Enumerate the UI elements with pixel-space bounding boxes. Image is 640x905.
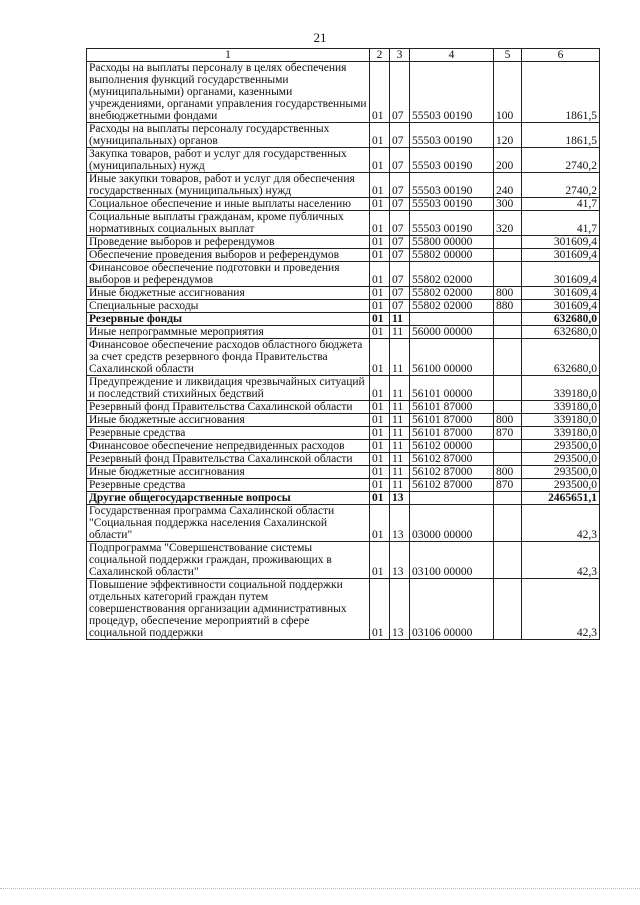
table-row <box>87 148 600 173</box>
row-expense-type: 100 <box>494 62 522 123</box>
table-row <box>87 249 600 262</box>
row-amount: 1861,5 <box>522 62 600 123</box>
row-section: 01 <box>370 148 390 173</box>
row-section: 01 <box>370 376 390 401</box>
row-target-article: 03100 00000 <box>410 542 494 579</box>
row-subsection: 11 <box>390 414 410 427</box>
row-amount: 293500,0 <box>522 453 600 466</box>
row-section: 01 <box>370 453 390 466</box>
row-section: 01 <box>370 339 390 376</box>
row-subsection: 07 <box>390 211 410 236</box>
row-name: Специальные расходы <box>87 300 370 313</box>
row-expense-type <box>494 401 522 414</box>
row-amount: 41,7 <box>522 198 600 211</box>
row-expense-type <box>494 339 522 376</box>
row-amount: 339180,0 <box>522 427 600 440</box>
row-amount: 632680,0 <box>522 339 600 376</box>
row-name: Социальное обеспечение и иные выплаты населению <box>87 198 370 211</box>
row-name: Финансовое обеспечение расходов областного бюджета за счет средств резервного фонда Правительства Сахалинской области <box>87 339 370 376</box>
row-amount: 2465651,1 <box>522 492 600 505</box>
row-target-article: 55802 02000 <box>410 287 494 300</box>
row-expense-type <box>494 249 522 262</box>
header-row <box>87 49 600 62</box>
row-target-article: 56000 00000 <box>410 326 494 339</box>
row-amount: 2740,2 <box>522 148 600 173</box>
row-section: 01 <box>370 579 390 640</box>
row-expense-type: 870 <box>494 479 522 492</box>
row-target-article: 55503 00190 <box>410 148 494 173</box>
row-amount: 1861,5 <box>522 123 600 148</box>
row-expense-type <box>494 262 522 287</box>
row-expense-type: 870 <box>494 427 522 440</box>
table-row <box>87 173 600 198</box>
row-name: Расходы на выплаты персоналу государственных (муниципальных) органов <box>87 123 370 148</box>
row-section: 01 <box>370 313 390 326</box>
row-amount: 42,3 <box>522 579 600 640</box>
row-expense-type <box>494 492 522 505</box>
row-amount: 42,3 <box>522 542 600 579</box>
row-expense-type: 200 <box>494 148 522 173</box>
row-expense-type <box>494 542 522 579</box>
row-expense-type <box>494 453 522 466</box>
row-name: Социальные выплаты гражданам, кроме публичных нормативных социальных выплат <box>87 211 370 236</box>
row-subsection: 13 <box>390 542 410 579</box>
table-row <box>87 453 600 466</box>
row-name: Другие общегосударственные вопросы <box>87 492 370 505</box>
budget-table <box>86 48 600 640</box>
row-expense-type: 800 <box>494 414 522 427</box>
row-subsection: 07 <box>390 300 410 313</box>
row-section: 01 <box>370 249 390 262</box>
row-amount: 339180,0 <box>522 401 600 414</box>
table-row <box>87 300 600 313</box>
row-section: 01 <box>370 236 390 249</box>
row-amount: 293500,0 <box>522 466 600 479</box>
row-expense-type: 800 <box>494 466 522 479</box>
row-section: 01 <box>370 62 390 123</box>
row-expense-type <box>494 236 522 249</box>
row-section: 01 <box>370 326 390 339</box>
scan-artifact-line <box>0 888 640 890</box>
row-name: Подпрограмма "Совершенствование системы социальной поддержки граждан, проживающих в Сахалинской области" <box>87 542 370 579</box>
row-name: Закупка товаров, работ и услуг для государственных (муниципальных) нужд <box>87 148 370 173</box>
header-col-6: 6 <box>522 49 600 62</box>
header-col-3: 3 <box>390 49 410 62</box>
row-subsection: 11 <box>390 313 410 326</box>
row-subsection: 11 <box>390 326 410 339</box>
row-section: 01 <box>370 211 390 236</box>
row-section: 01 <box>370 262 390 287</box>
row-section: 01 <box>370 198 390 211</box>
table-row <box>87 542 600 579</box>
row-section: 01 <box>370 173 390 198</box>
row-subsection: 11 <box>390 376 410 401</box>
table-row <box>87 62 600 123</box>
row-amount: 632680,0 <box>522 326 600 339</box>
table-row <box>87 313 600 326</box>
row-target-article: 55503 00190 <box>410 62 494 123</box>
row-subsection: 07 <box>390 287 410 300</box>
row-name: Иные бюджетные ассигнования <box>87 414 370 427</box>
row-subsection: 13 <box>390 505 410 542</box>
row-expense-type <box>494 376 522 401</box>
table-row <box>87 492 600 505</box>
row-subsection: 07 <box>390 198 410 211</box>
row-section: 01 <box>370 427 390 440</box>
row-amount: 2740,2 <box>522 173 600 198</box>
row-target-article: 55802 02000 <box>410 300 494 313</box>
table-row <box>87 440 600 453</box>
table-row <box>87 236 600 249</box>
row-section: 01 <box>370 123 390 148</box>
table-row <box>87 262 600 287</box>
table-row <box>87 427 600 440</box>
row-subsection: 11 <box>390 479 410 492</box>
table-row <box>87 479 600 492</box>
header-col-4: 4 <box>410 49 494 62</box>
header-col-5: 5 <box>494 49 522 62</box>
row-target-article: 56102 87000 <box>410 466 494 479</box>
table-row <box>87 211 600 236</box>
header-col-2: 2 <box>370 49 390 62</box>
row-target-article: 56101 00000 <box>410 376 494 401</box>
row-amount: 301609,4 <box>522 262 600 287</box>
row-amount: 293500,0 <box>522 479 600 492</box>
row-expense-type <box>494 505 522 542</box>
row-expense-type: 800 <box>494 287 522 300</box>
row-section: 01 <box>370 401 390 414</box>
row-target-article: 55503 00190 <box>410 173 494 198</box>
row-target-article: 56102 00000 <box>410 440 494 453</box>
row-name: Резервный фонд Правительства Сахалинской области <box>87 453 370 466</box>
row-expense-type <box>494 579 522 640</box>
row-amount: 293500,0 <box>522 440 600 453</box>
row-target-article: 56101 87000 <box>410 414 494 427</box>
row-amount: 339180,0 <box>522 414 600 427</box>
row-name: Иные бюджетные ассигнования <box>87 466 370 479</box>
row-subsection: 11 <box>390 401 410 414</box>
row-section: 01 <box>370 414 390 427</box>
row-name: Государственная программа Сахалинской области "Социальная поддержка населения Сахалинской области" <box>87 505 370 542</box>
row-section: 01 <box>370 492 390 505</box>
row-subsection: 07 <box>390 249 410 262</box>
row-name: Расходы на выплаты персоналу в целях обеспечения выполнения функций государственными (муниципальными) органами, казенными учреждениями, органами управления государственными внебюджетными фондами <box>87 62 370 123</box>
row-section: 01 <box>370 505 390 542</box>
row-name: Повышение эффективности социальной поддержки отдельных категорий граждан путем совершенствования организации административных процедур, обеспечение мероприятий в сфере социальной поддержки <box>87 579 370 640</box>
row-target-article: 56101 87000 <box>410 427 494 440</box>
page-number: 21 <box>313 30 327 45</box>
row-target-article: 03000 00000 <box>410 505 494 542</box>
row-name: Резервные средства <box>87 427 370 440</box>
row-target-article: 55503 00190 <box>410 198 494 211</box>
row-name: Проведение выборов и референдумов <box>87 236 370 249</box>
row-amount: 301609,4 <box>522 287 600 300</box>
row-subsection: 11 <box>390 453 410 466</box>
row-section: 01 <box>370 466 390 479</box>
row-subsection: 07 <box>390 236 410 249</box>
row-subsection: 13 <box>390 579 410 640</box>
row-amount: 632680,0 <box>522 313 600 326</box>
row-name: Резервные средства <box>87 479 370 492</box>
row-subsection: 07 <box>390 262 410 287</box>
row-subsection: 07 <box>390 123 410 148</box>
row-subsection: 13 <box>390 492 410 505</box>
row-expense-type <box>494 313 522 326</box>
table-row <box>87 466 600 479</box>
row-subsection: 07 <box>390 173 410 198</box>
row-name: Иные бюджетные ассигнования <box>87 287 370 300</box>
row-name: Финансовое обеспечение подготовки и проведения выборов и референдумов <box>87 262 370 287</box>
row-target-article: 55802 00000 <box>410 249 494 262</box>
row-target-article: 56101 87000 <box>410 401 494 414</box>
row-expense-type: 880 <box>494 300 522 313</box>
table-row <box>87 287 600 300</box>
row-amount: 301609,4 <box>522 236 600 249</box>
row-expense-type: 120 <box>494 123 522 148</box>
row-name: Резервные фонды <box>87 313 370 326</box>
row-amount: 41,7 <box>522 211 600 236</box>
row-target-article: 56102 87000 <box>410 479 494 492</box>
row-amount: 42,3 <box>522 505 600 542</box>
row-section: 01 <box>370 287 390 300</box>
row-name: Обеспечение проведения выборов и референдумов <box>87 249 370 262</box>
row-subsection: 11 <box>390 427 410 440</box>
header-col-1: 1 <box>87 49 370 62</box>
row-subsection: 07 <box>390 148 410 173</box>
row-expense-type <box>494 326 522 339</box>
row-expense-type <box>494 440 522 453</box>
table-row <box>87 401 600 414</box>
table-row <box>87 326 600 339</box>
row-expense-type: 320 <box>494 211 522 236</box>
row-target-article: 56102 87000 <box>410 453 494 466</box>
row-name: Финансовое обеспечение непредвиденных расходов <box>87 440 370 453</box>
row-target-article: 55503 00190 <box>410 123 494 148</box>
row-target-article <box>410 492 494 505</box>
row-section: 01 <box>370 440 390 453</box>
row-name: Предупреждение и ликвидация чрезвычайных ситуаций и последствий стихийных бедствий <box>87 376 370 401</box>
row-amount: 301609,4 <box>522 300 600 313</box>
table-row <box>87 376 600 401</box>
row-target-article: 56100 00000 <box>410 339 494 376</box>
row-expense-type: 300 <box>494 198 522 211</box>
row-subsection: 07 <box>390 62 410 123</box>
table-row <box>87 198 600 211</box>
row-subsection: 11 <box>390 339 410 376</box>
row-name: Иные непрограммные мероприятия <box>87 326 370 339</box>
row-name: Резервный фонд Правительства Сахалинской области <box>87 401 370 414</box>
row-target-article <box>410 313 494 326</box>
row-target-article: 55802 02000 <box>410 262 494 287</box>
row-target-article: 55800 00000 <box>410 236 494 249</box>
row-name: Иные закупки товаров, работ и услуг для обеспечения государственных (муниципальных) нужд <box>87 173 370 198</box>
row-section: 01 <box>370 479 390 492</box>
row-target-article: 55503 00190 <box>410 211 494 236</box>
row-target-article: 03106 00000 <box>410 579 494 640</box>
table-row <box>87 505 600 542</box>
row-subsection: 11 <box>390 440 410 453</box>
table-row <box>87 414 600 427</box>
row-expense-type: 240 <box>494 173 522 198</box>
row-section: 01 <box>370 300 390 313</box>
row-amount: 339180,0 <box>522 376 600 401</box>
table-row <box>87 339 600 376</box>
row-section: 01 <box>370 542 390 579</box>
table-row <box>87 123 600 148</box>
row-amount: 301609,4 <box>522 249 600 262</box>
row-subsection: 11 <box>390 466 410 479</box>
table-row <box>87 579 600 640</box>
